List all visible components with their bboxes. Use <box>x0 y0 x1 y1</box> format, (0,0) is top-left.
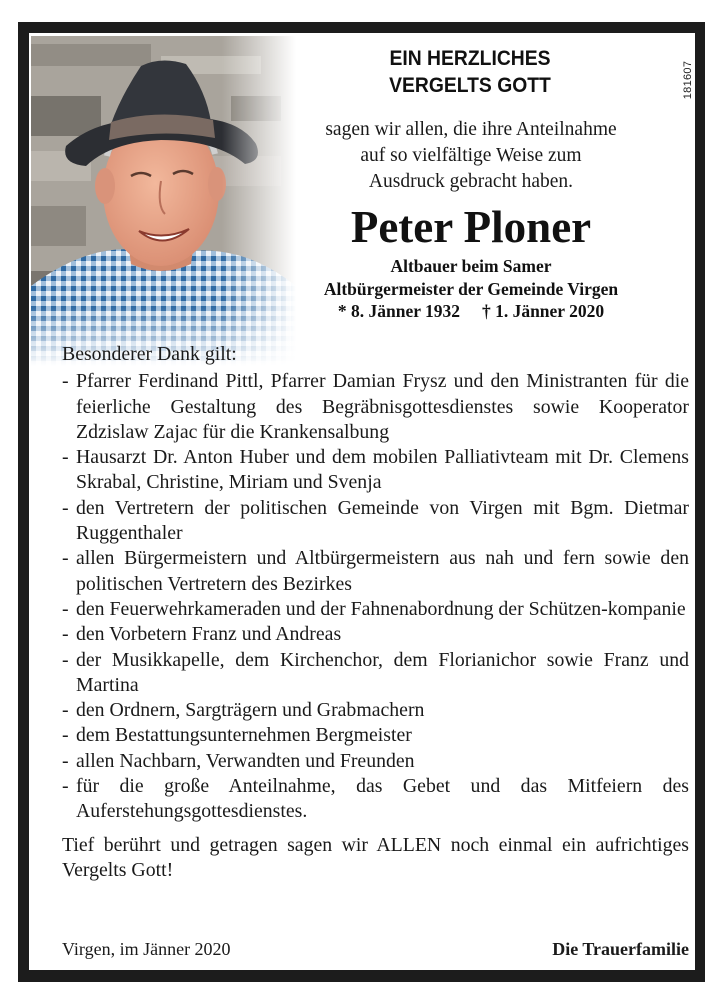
thanks-item: - dem Bestattungsunternehmen Bergmeister <box>62 723 689 748</box>
life-dates <box>259 300 683 323</box>
thanks-item: - der Musikkapelle, dem Kirchenchor, dem Florianichor sowie Franz und Martina <box>62 648 689 699</box>
ad-id-number: 181607 <box>682 60 694 100</box>
thanks-item: - Hausarzt Dr. Anton Huber und dem mobilen Palliativteam mit Dr. Clemens Skrabal, Christine, Miriam und Svenja <box>62 445 689 496</box>
office-title: Altbürgermeister der Gemeinde Virgen <box>323 278 619 299</box>
place-date: Virgen, im Jänner 2020 <box>62 939 231 959</box>
thanks-list <box>62 369 689 824</box>
intro-line-3: Ausdruck gebracht haben. <box>368 171 574 192</box>
obituary-card <box>29 33 695 970</box>
thanks-section <box>62 342 689 883</box>
thanks-item: - den Vorbetern Franz und Andreas <box>62 622 689 647</box>
intro-line-2: auf so vielfältige Weise zum <box>360 145 582 166</box>
thanks-heading: Besonderer Dank gilt: <box>62 343 237 365</box>
deceased-name: Peter Ploner <box>350 202 592 252</box>
headline <box>311 45 629 99</box>
portrait-photo <box>31 36 296 366</box>
thanks-item: - allen Nachbarn, Verwandten und Freunden <box>62 749 689 774</box>
thanks-item: - allen Bürgermeistern und Altbürgermeistern aus nah und fern sowie den politischen Vertretern des Bezirkes <box>62 546 689 597</box>
thanks-item: - den Ordnern, Sargträgern und Grabmachern <box>62 698 689 723</box>
occupation: Altbauer beim Samer <box>390 256 552 276</box>
footer <box>62 938 689 960</box>
closing-text: Tief berührt und getragen sagen wir ALLEN noch einmal ein aufrichtiges Vergelts Gott! <box>62 833 689 881</box>
intro-line-1: sagen wir allen, die ihre Anteilnahme <box>325 119 617 140</box>
headline-line-1: EIN HERZLICHES <box>389 47 551 70</box>
intro-text <box>279 117 663 195</box>
obituary-frame <box>18 22 705 982</box>
thanks-item: - den Feuerwehrkameraden und der Fahnenabordnung der Schützen-kompanie <box>62 597 689 622</box>
birth-date: * 8. Jänner 1932 <box>337 301 461 321</box>
deceased-details <box>259 255 683 323</box>
death-date: † 1. Jänner 2020 <box>481 301 605 321</box>
thanks-item: - für die große Anteilnahme, das Gebet und das Mitfeiern des Auferstehungsgottesdienstes. <box>62 774 689 825</box>
thanks-item: - Pfarrer Ferdinand Pittl, Pfarrer Damian Frysz und den Ministranten für die feierliche Gestaltung des Begräbnisgottesdienstes sowie Kooperator Zdzislaw Zajac für die Krankensalbung <box>62 369 689 445</box>
thanks-item: - den Vertretern der politischen Gemeinde von Virgen mit Bgm. Dietmar Ruggenthaler <box>62 496 689 547</box>
signature: Die Trauerfamilie <box>552 939 689 959</box>
headline-line-2: VERGELTS GOTT <box>389 74 551 97</box>
